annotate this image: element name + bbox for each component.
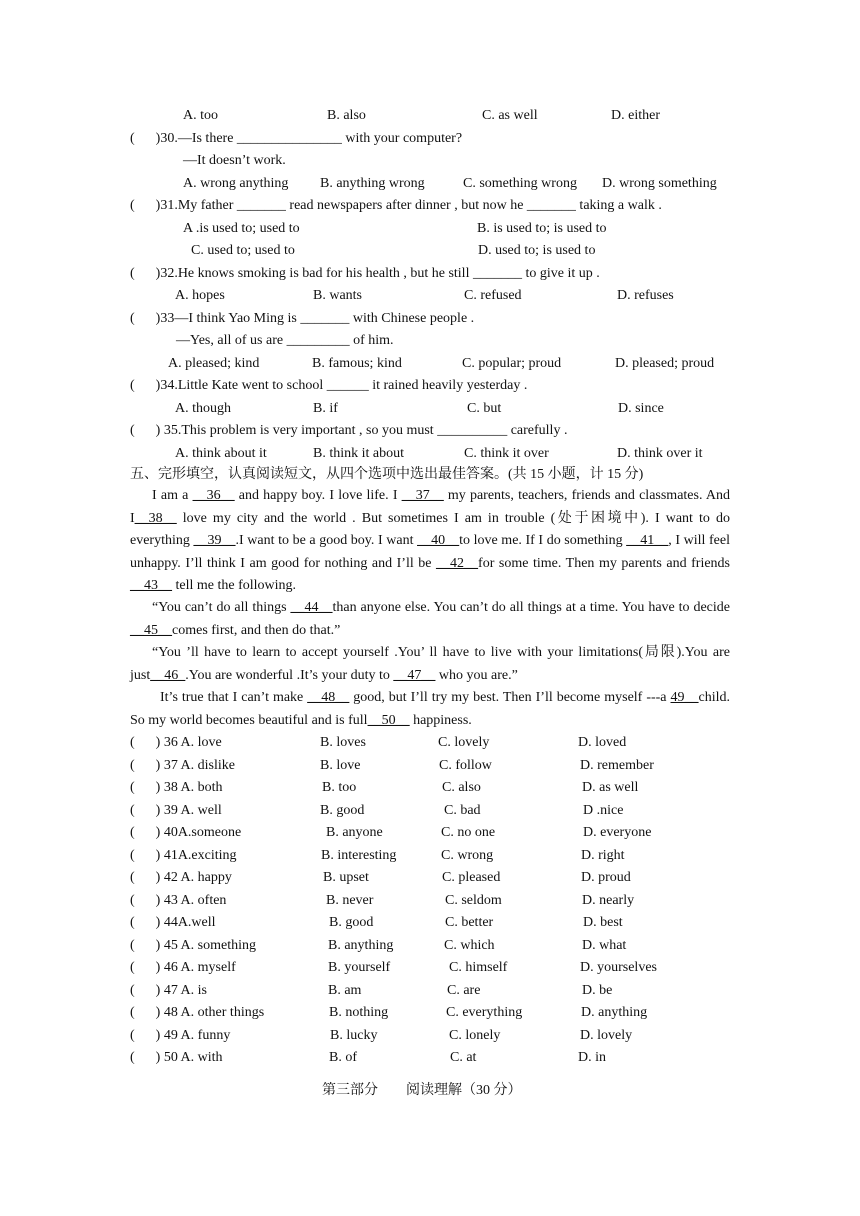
q35-option-d: D. think over it [617, 446, 703, 461]
blank-49: 49__ [670, 690, 699, 705]
q35-option-c: C. think it over [464, 446, 549, 461]
q34-option-b: B. if [313, 401, 338, 416]
blank-36: __36__ [192, 488, 235, 503]
part-3-heading: 第三部分 阅读理解（30 分） [322, 1083, 522, 1098]
q30-option-b: B. anything wrong [320, 176, 425, 191]
q29-option-d: D. either [611, 108, 660, 123]
blank-48: __48__ [307, 690, 350, 705]
q35-option-b: B. think it about [313, 446, 404, 461]
q34-option-d: D. since [618, 401, 664, 416]
q31-stem: ( )31.My father _______ read newspapers after dinner , but now he _______ taking a walk . [130, 198, 662, 213]
q29-option-b: B. also [327, 108, 366, 123]
q35-stem: ( ) 35.This problem is very important , so you must __________ carefully . [130, 423, 568, 438]
blank-43: __43__ [130, 578, 172, 593]
blank-46: __46_ [150, 667, 186, 683]
q31-option-a: A .is used to; used to [183, 221, 300, 236]
q35-option-a: A. think about it [175, 446, 267, 461]
q34-option-a: A. though [175, 401, 231, 416]
section-5-heading: 五、完形填空，认真阅读短文，从四个选项中选出最佳答案。(共 15 小题，计 15 分) [130, 467, 644, 482]
q31-option-b: B. is used to; is used to [477, 221, 607, 236]
q31-option-d: D. used to; is used to [478, 243, 596, 258]
q33-option-d: D. pleased; proud [615, 356, 715, 371]
q30-stem: ( )30.—Is there _______________ with your computer? [130, 131, 463, 146]
q29-option-a: A. too [183, 108, 218, 123]
q34-stem: ( )34.Little Kate went to school ______ it rained heavily yesterday . [130, 378, 528, 393]
blank-45: __45__ [130, 622, 172, 638]
passage-paragraph-2: “You can’t do all things __44__than anyone else. You can’t do all things at a time. You have to decide __45__comes first, and then do that.” [130, 600, 731, 638]
q32-stem: ( )32.He knows smoking is bad for his health , but he still _______ to give it up . [130, 266, 600, 281]
q30-option-a: A. wrong anything [183, 176, 289, 191]
blank-44: __44__ [290, 600, 333, 615]
q33-stem: ( )33—I think Yao Ming is _______ with Chinese people . [130, 311, 475, 326]
q31-option-c: C. used to; used to [191, 243, 295, 258]
blank-41: __41__ [626, 533, 669, 548]
blank-40: __40__ [417, 533, 460, 548]
q30-option-c: C. something wrong [463, 176, 577, 191]
q33-option-a: A. pleased; kind [168, 356, 260, 371]
blank-38: __38__ [134, 510, 177, 526]
q33-option-c: C. popular; proud [462, 356, 562, 371]
blank-47: __47__ [393, 667, 436, 683]
q32-option-a: A. hopes [175, 288, 225, 303]
passage-paragraph-1: I am a __36__ and happy boy. I love life. I __37__ my parents, teachers, friends and classmates. And I__38__ love my city and the world . But sometimes I am in trouble (处于困境中). I want to do everything __39__.I want to be a good boy. I want __40__to love me. If I do something __41__, I will feel unhappy. I’ll think I am good for nothing and I’ll be __42__for some time. Then my parents and friends __43__ tell me the following. [130, 488, 730, 593]
blank-37: __37__ [401, 488, 444, 503]
blank-42: __42__ [436, 555, 479, 571]
q32-option-c: C. refused [464, 288, 522, 303]
q32-option-d: D. refuses [617, 288, 674, 303]
q33-option-b: B. famous; kind [312, 356, 402, 371]
q30-option-d: D. wrong something [602, 176, 717, 191]
q33-reply: —Yes, all of us are _________ of him. [176, 333, 394, 348]
passage-paragraph-4: It’s true that I can’t make __48__ good, but I’ll try my best. Then I’ll become myself ---a 49__child. So my world becomes beautiful and is full__50__ happiness. [130, 690, 731, 728]
q30-reply: —It doesn’t work. [183, 153, 286, 168]
blank-50: __50__ [367, 712, 410, 728]
q32-option-b: B. wants [313, 288, 362, 303]
passage-paragraph-3: “You ’ll have to learn to accept yourself .You’ ll have to live with your limitations(局限).You are just__46_.You are wonderful .It’s your duty to __47__ who you are.” [130, 645, 730, 683]
q29-option-c: C. as well [482, 108, 538, 123]
q34-option-c: C. but [467, 401, 502, 416]
blank-39: __39__ [193, 533, 236, 548]
